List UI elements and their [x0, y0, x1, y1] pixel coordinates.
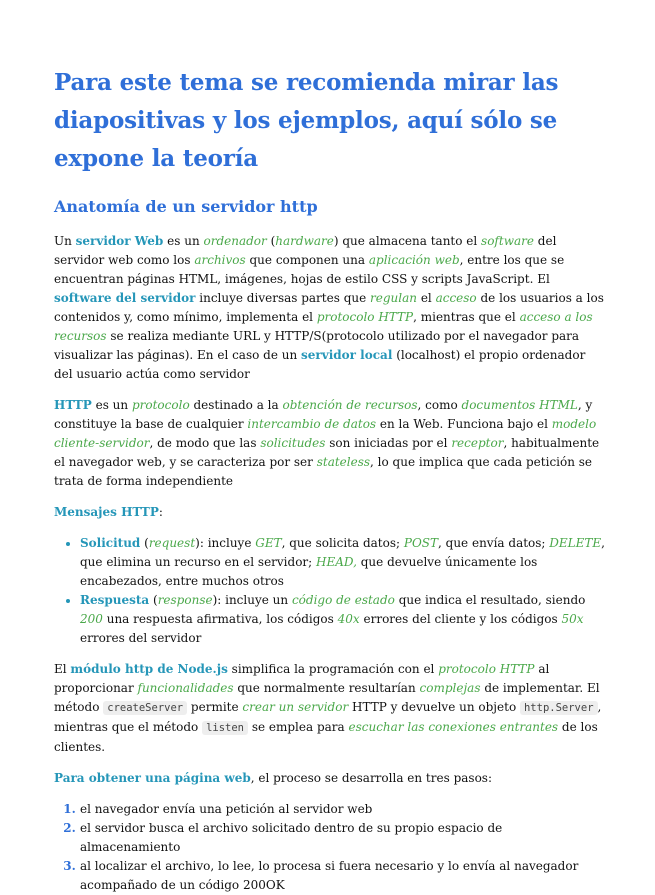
- term-solicitudes: solicitudes: [260, 436, 326, 450]
- code-create-server: createServer: [103, 701, 187, 715]
- code-listen: listen: [202, 721, 248, 735]
- page-title: Para este tema se recomienda mirar las diapositivas y los ejemplos, aquí sólo se expone la teoría: [54, 69, 559, 172]
- term-aplicacion-web: aplicación web: [368, 253, 460, 267]
- paragraph-modulo-http: El módulo http de Node.js simplifica la programación con el protocolo HTTP al proporcionar funcionalidades que normalmente resultarían complejas de implementar. El método createServer permite crear un servidor HTTP y devuelve un objeto http.Server , mientras que el método listen se emplea para escuchar las conexiones entrantes de los clientes.: [54, 662, 602, 754]
- term-protocolo-http: protocolo HTTP: [316, 310, 414, 324]
- term-mensajes-http: Mensajes HTTP: [54, 505, 159, 519]
- term-software: software: [481, 234, 534, 248]
- term-archivos: archivos: [194, 253, 246, 267]
- term-protocolo: protocolo: [131, 398, 190, 412]
- term-modelo-cliente-servidor: modelo cliente-servidor: [54, 417, 597, 450]
- term-acceso: acceso: [435, 291, 477, 305]
- code-http-server: http.Server: [520, 701, 598, 715]
- term-receptor: receptor: [451, 436, 504, 450]
- term-intercambio-datos: intercambio de datos: [247, 417, 377, 431]
- list-item-solicitud: • Solicitud (request): incluye GET, que solicita datos; POST, que envía datos; DELETE, que elimina un recurso en el servidor; HEAD, que devuelve únicamente los encabezados, entre muchos otros: [80, 534, 605, 591]
- section-heading: Anatomía de un servidor http: [54, 197, 318, 216]
- term-modulo-http: módulo http de Node.js: [70, 662, 228, 676]
- list-item-respuesta: • Respuesta (response): incluye un código de estado que indica el resultado, siendo 200 una respuesta afirmativa, los códigos 40x errores del cliente y los códigos 50x errores del servidor: [80, 591, 605, 648]
- term-hardware: hardware: [275, 234, 334, 248]
- step-item: 1. el navegador envía una petición al servidor web: [80, 800, 605, 819]
- step-item: 2. el servidor busca el archivo solicitado dentro de su propio espacio de almacenamiento: [80, 819, 605, 857]
- term-servidor-local: servidor local: [301, 348, 393, 362]
- paragraph-obtener-pagina: Para obtener una página web, el proceso se desarrolla en tres pasos:: [54, 771, 492, 785]
- step-item: 3. al localizar el archivo, lo lee, lo procesa si fuera necesario y lo envía al navegador acompañado de un código 200OK: [80, 857, 605, 895]
- term-ordenador: ordenador: [203, 234, 267, 248]
- term-regulan: regulan: [370, 291, 417, 305]
- term-acceso-recursos: acceso a los recursos: [54, 310, 593, 343]
- paragraph-servidor-web: Un servidor Web es un ordenador (hardware) que almacena tanto el software del servidor web como los archivos que componen una aplicación web, entre los que se encuentran páginas HTML, imágenes, hojas de estilo CSS y scripts JavaScript. El software del servidor incluye diversas partes que regulan el acceso de los usuarios a los contenidos y, como mínimo, implementa el protocolo HTTP, mientras que el acceso a los recursos se realiza mediante URL y HTTP/S(protocolo utilizado por el navegador para visualizar las páginas). En el caso de un servidor local (localhost) el propio ordenador del usuario actúa como servidor: [54, 234, 604, 381]
- term-servidor-web: servidor Web: [75, 234, 164, 248]
- term-obtener-pagina: Para obtener una página web: [54, 771, 251, 785]
- term-software-servidor: software del servidor: [54, 291, 196, 305]
- term-documentos-html: documentos HTML: [461, 398, 578, 412]
- term-stateless: stateless: [316, 455, 371, 469]
- paragraph-mensajes: Mensajes HTTP:: [54, 505, 163, 519]
- mensajes-list: [54, 534, 605, 648]
- paragraph-http: HTTP es un protocolo destinado a la obtención de recursos, como documentos HTML, y constituye la base de cualquier intercambio de datos en la Web. Funciona bajo el modelo cliente-servidor, de modo que las solicitudes son iniciadas por el receptor, habitualmente el navegador web, y se caracteriza por ser stateless, lo que implica que cada petición se trata de forma independiente: [54, 398, 600, 488]
- term-obtencion-recursos: obtención de recursos: [282, 398, 418, 412]
- term-http: HTTP: [54, 398, 92, 412]
